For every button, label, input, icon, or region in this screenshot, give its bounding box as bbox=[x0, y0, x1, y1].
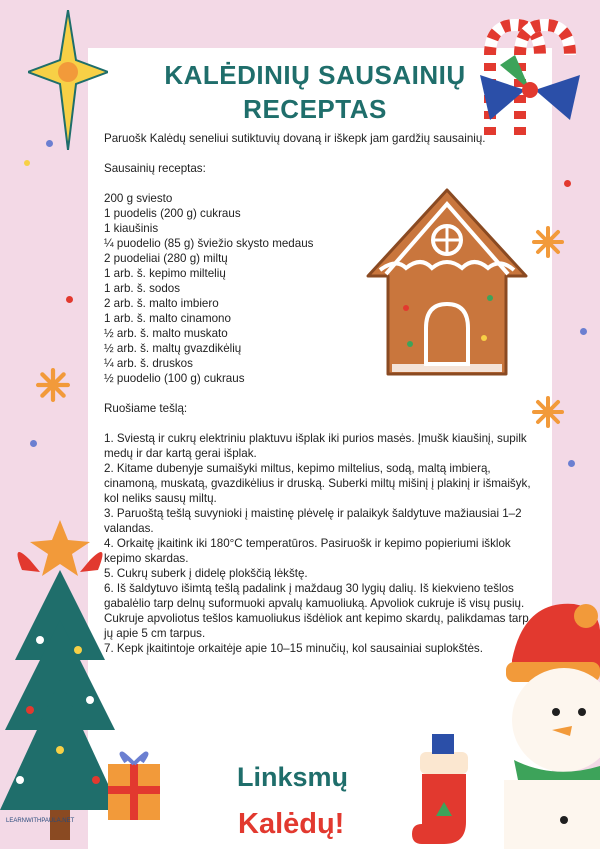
ingredients-heading: Sausainių receptas: bbox=[104, 162, 206, 175]
intro-text: Paruošk Kalėdų seneliui sutiktuvių dovaną ir iškepk jam gardžių sausainių. bbox=[104, 132, 486, 145]
snowflake-icon bbox=[532, 396, 564, 428]
step-item: 5. Cukrų suberk į didelę plokščią lėkštę. bbox=[104, 567, 308, 580]
step-item: 4. Orkaitę įkaitink iki 180°C temperatūros. Pasiruošk ir kepimo popieriumi išklok kepimo skardas. bbox=[104, 537, 511, 565]
step-item: 2. Kitame dubenyje sumaišyki miltus, kepimo miltelius, sodą, maltą imbierą, cinamoną, muskatą, gvazdikėlius ir druską. Suberki miltų mišinį į plakinį ir išmaišyk, kol neliks sausų miltų. bbox=[104, 462, 531, 505]
confetti-dot bbox=[66, 296, 73, 303]
ingredient-item: 1 puodelis (200 g) cukraus bbox=[104, 207, 241, 220]
confetti-dot bbox=[24, 160, 30, 166]
ingredient-item: 1 kiaušinis bbox=[104, 222, 159, 235]
ingredients-list bbox=[104, 191, 344, 386]
ingredient-item: ½ arb. š. maltų gvazdikėlių bbox=[104, 342, 242, 355]
steps-list bbox=[104, 431, 534, 656]
ingredient-item: 200 g sviesto bbox=[104, 192, 173, 205]
ingredient-item: ½ arb. š. malto muskato bbox=[104, 327, 228, 340]
title-line-2: RECEPTAS bbox=[243, 94, 387, 124]
page-title bbox=[95, 58, 535, 126]
confetti-dot bbox=[30, 440, 37, 447]
gingerbread-house-icon bbox=[366, 188, 528, 380]
confetti-dot bbox=[564, 180, 571, 187]
snowflake-icon bbox=[532, 226, 564, 258]
step-item: 7. Kepk įkaitintoje orkaitėje apie 10–15 minučių, kol sausainiai suplokštės. bbox=[104, 642, 483, 655]
ingredient-item: 2 arb. š. malto imbiero bbox=[104, 297, 219, 310]
dough-heading: Ruošiame tešlą: bbox=[104, 402, 188, 415]
snowman-icon bbox=[494, 590, 600, 849]
title-line-1: KALĖDINIŲ SAUSAINIŲ bbox=[164, 60, 466, 90]
brand-watermark: LEARNWITHPAULA.NET bbox=[6, 818, 75, 824]
gift-box-icon bbox=[104, 744, 164, 824]
ingredient-item: 1 arb. š. malto cinamono bbox=[104, 312, 231, 325]
confetti-dot bbox=[580, 328, 587, 335]
ingredient-item: ¼ puodelio (85 g) šviežio skysto medaus bbox=[104, 237, 314, 250]
ingredient-item: 1 arb. š. kepimo miltelių bbox=[104, 267, 226, 280]
ingredient-item: ½ puodelio (100 g) cukraus bbox=[104, 372, 245, 385]
ingredient-item: ¼ arb. š. druskos bbox=[104, 357, 193, 370]
greeting-line-2: Kalėdų! bbox=[238, 808, 345, 840]
step-item: 6. Iš šaldytuvo išimtą tešlą padalink į maždaug 30 lygių dalių. Iš kiekvieno tešlos gabalėlio tarp delnų suformuoki apvalų kamuoliuką. Apvoliok cukruje iš visų pusių. Cukruje apvoliotus tešlos kamuoliukus išdėliok ant kepimo skardų, palikdamas tarp jų apie 5 cm tarpus. bbox=[104, 582, 529, 640]
snowflake-icon bbox=[36, 368, 70, 402]
step-item: 1. Sviestą ir cukrų elektriniu plaktuvu išplak iki purios masės. Įmušk kiaušinį, supilk medų ir dar kartą gerai išplak. bbox=[104, 432, 527, 460]
confetti-dot bbox=[46, 140, 53, 147]
ingredient-item: 2 puodeliai (280 g) miltų bbox=[104, 252, 228, 265]
step-item: 3. Paruoštą tešlą suvynioki į maistinę plėvelę ir palaikyk šaldytuve mažiausiai 1–2 valandas. bbox=[104, 507, 522, 535]
stocking-icon bbox=[410, 732, 490, 849]
greeting-line-1: Linksmų bbox=[237, 762, 349, 792]
confetti-dot bbox=[568, 460, 575, 467]
ingredient-item: 1 arb. š. sodos bbox=[104, 282, 181, 295]
